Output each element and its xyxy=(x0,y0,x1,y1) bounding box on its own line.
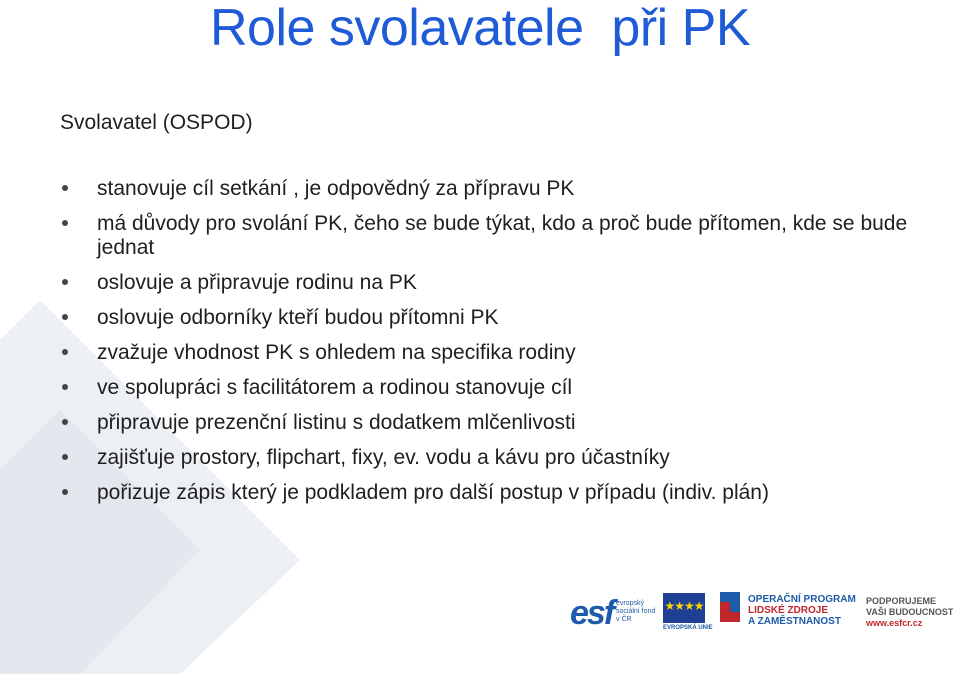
bullet-text: pořizuje zápis který je podkladem pro další postup v případu (indiv. plán) xyxy=(97,481,769,504)
bullet-item xyxy=(60,306,940,330)
slide-subtitle: Svolavatel (OSPOD) xyxy=(60,111,253,134)
slide-title: Role svolavatele při PK xyxy=(209,0,751,57)
bullet-item xyxy=(60,341,940,365)
bullet-item xyxy=(60,212,940,260)
eu-caption: EVROPSKÁ UNIE xyxy=(663,625,713,631)
support-line1: PODPORUJEME xyxy=(866,596,937,606)
bullet-text: má důvody pro svolání PK, čeho se bude týkat, kdo a proč bude přítomen, kde se bude jednat xyxy=(97,212,908,259)
bullet-item xyxy=(60,376,940,400)
esf-text: evropský sociální fond v ČR xyxy=(616,600,656,623)
bullet-text: připravuje prezenční listinu s dodatkem mlčenlivosti xyxy=(97,411,576,434)
bullet-text: ve spolupráci s facilitátorem a rodinou stanovuje cíl xyxy=(97,376,573,399)
bullet-icon xyxy=(62,279,68,285)
eu-flag-icon: ★★★★ xyxy=(663,593,705,623)
op-symbol-icon xyxy=(720,592,740,622)
eu-logo xyxy=(663,593,713,633)
bullet-item xyxy=(60,446,940,470)
bullet-icon xyxy=(62,314,68,320)
support-url: www.esfcr.cz xyxy=(866,618,923,628)
op-line2: LIDSKÉ ZDROJE xyxy=(748,605,829,616)
bullet-item xyxy=(60,271,940,295)
support-line2: VAŠI BUDOUCNOST xyxy=(866,607,954,617)
bullet-item xyxy=(60,481,940,505)
op-line1: OPERAČNÍ PROGRAM xyxy=(748,594,856,605)
op-logo xyxy=(720,592,860,636)
bullet-icon xyxy=(62,489,68,495)
bullet-text: zvažuje vhodnost PK s ohledem na specifika rodiny xyxy=(97,341,576,364)
bullet-icon xyxy=(62,185,68,191)
support-logo xyxy=(866,596,960,636)
bullet-icon xyxy=(62,349,68,355)
esf-mark: esf xyxy=(570,594,614,632)
bullet-text: zajišťuje prostory, flipchart, fixy, ev. vodu a kávu pro účastníky xyxy=(97,446,670,469)
bullet-icon xyxy=(62,384,68,390)
bullet-icon xyxy=(62,220,68,226)
bullet-icon xyxy=(62,419,68,425)
bullet-list xyxy=(60,177,940,516)
footer-logos xyxy=(570,590,960,638)
bullet-text: oslovuje a připravuje rodinu na PK xyxy=(97,271,417,294)
bullet-icon xyxy=(62,454,68,460)
bullet-text: oslovuje odborníky kteří budou přítomni PK xyxy=(97,306,499,329)
bullet-item xyxy=(60,411,940,435)
bullet-item xyxy=(60,177,940,201)
bullet-text: stanovuje cíl setkání , je odpovědný za přípravu PK xyxy=(97,177,575,200)
op-line3: A ZAMĚSTNANOST xyxy=(748,616,841,627)
